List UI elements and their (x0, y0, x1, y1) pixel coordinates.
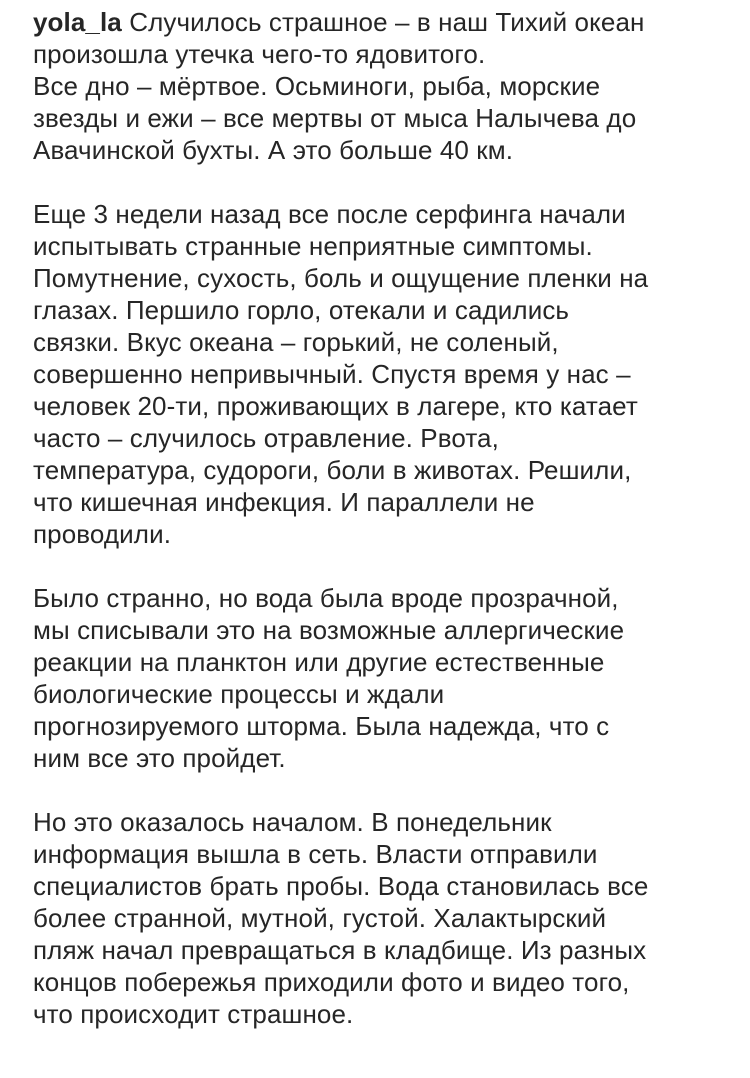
caption-line: более странной, мутной, густой. Халактырский (33, 903, 607, 933)
caption-line: человек 20-ти, проживающих в лагере, кто катает (33, 391, 638, 421)
caption-line: ним все это пройдет. (33, 743, 286, 773)
caption-text: Случилось страшное – в наш Тихий океан (129, 7, 645, 37)
caption-line: пляж начал превращаться в кладбище. Из разных (33, 935, 647, 965)
caption-line: биологические процессы и ждали (33, 679, 445, 709)
caption-paragraph-4 (33, 806, 723, 1030)
caption-line: Помутнение, сухость, боль и ощущение пленки на (33, 263, 649, 293)
caption-paragraph-3 (33, 582, 723, 774)
caption-paragraph-2 (33, 198, 723, 550)
caption-line: совершенно непривычный. Спустя время у нас – (33, 359, 631, 389)
caption-line: прогнозируемого шторма. Была надежда, что с (33, 711, 610, 741)
caption-line: реакции на планктон или другие естественные (33, 647, 605, 677)
caption-line: специалистов брать пробы. Вода становилась все (33, 871, 649, 901)
caption-line: Все дно – мёртвое. Осьминоги, рыба, морские (33, 71, 601, 101)
caption-line: Авачинской бухты. А это больше 40 км. (33, 135, 514, 165)
caption-line: произошла утечка чего-то ядовитого. (33, 39, 486, 69)
caption-line: концов побережья приходили фото и видео того, (33, 967, 630, 997)
caption-line: испытывать странные неприятные симптомы. (33, 231, 593, 261)
caption-line: Но это оказалось началом. В понедельник (33, 807, 552, 837)
caption-line (33, 6, 723, 38)
caption-line: Еще 3 недели назад все после серфинга начали (33, 199, 626, 229)
caption-line: информация вышла в сеть. Власти отправили (33, 839, 598, 869)
caption-line: что кишечная инфекция. И параллели не (33, 487, 535, 517)
caption-line: мы списывали это на возможные аллергические (33, 615, 625, 645)
caption-line: что происходит страшное. (33, 999, 354, 1029)
caption-line: звезды и ежи – все мертвы от мыса Налычева до (33, 103, 637, 133)
caption-line: связки. Вкус океана – горький, не соленый, (33, 327, 559, 357)
caption-line: Было странно, но вода была вроде прозрачной, (33, 583, 619, 613)
caption-line: проводили. (33, 519, 172, 549)
caption-paragraph-1 (33, 6, 723, 166)
post-caption (33, 6, 723, 1030)
username-link[interactable]: yola_la (33, 7, 122, 37)
caption-line: часто – случилось отравление. Рвота, (33, 423, 499, 453)
caption-line: глазах. Першило горло, отекали и садились (33, 295, 570, 325)
caption-line: температура, судороги, боли в животах. Решили, (33, 455, 632, 485)
